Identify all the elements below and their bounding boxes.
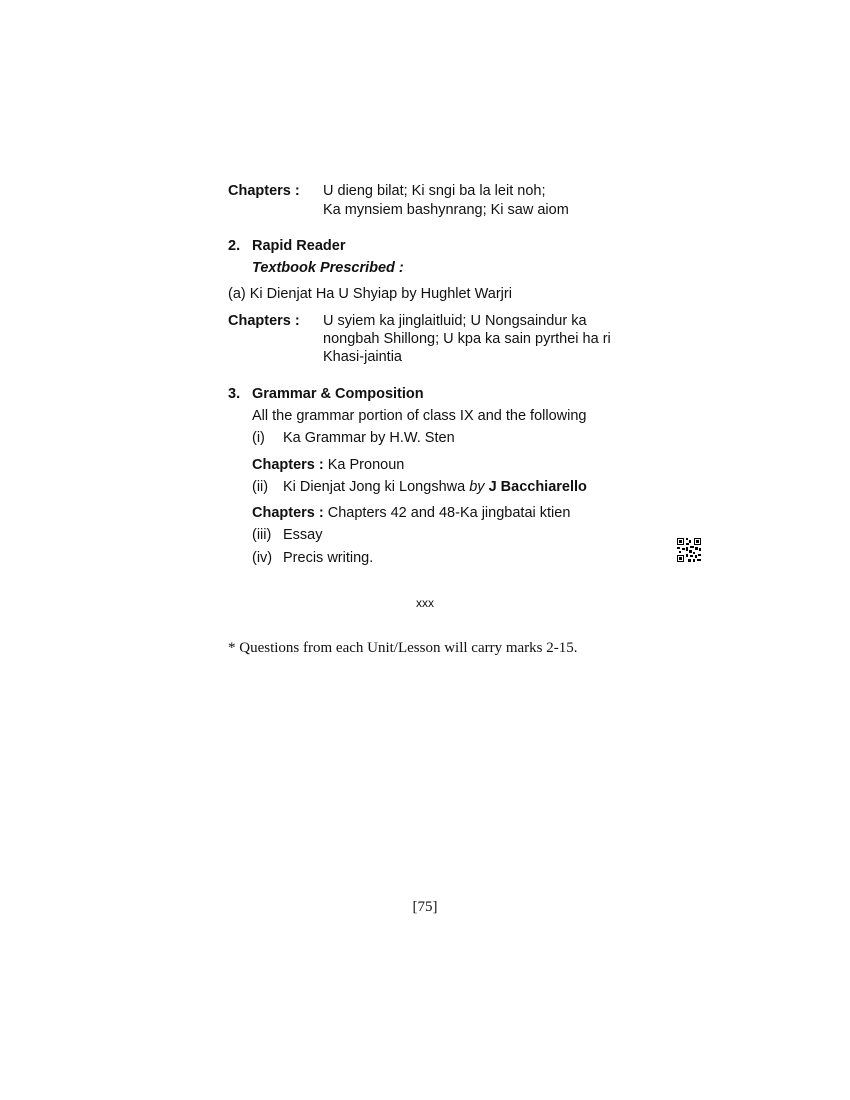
chapters-label: Chapters : — [228, 313, 300, 329]
textbook-item: (a) Ki Dienjat Ha U Shyiap by Hughlet Warjri — [228, 286, 512, 302]
chapters-label: Chapters : — [252, 505, 324, 521]
item-number: (iv) — [252, 550, 273, 566]
section-subtitle: Textbook Prescribed : — [252, 260, 404, 276]
chapters-line: U syiem ka jinglaitluid; U Nongsaindur ka — [323, 313, 587, 329]
chapters-label: Chapters : — [252, 457, 324, 473]
item-number: (ii) — [252, 479, 269, 495]
item-text: Ki Dienjat Jong ki Longshwa — [283, 479, 466, 495]
item-author: J Bacchiarello — [488, 479, 587, 495]
page-number: [75] — [412, 899, 438, 915]
item-by: by — [469, 479, 485, 495]
item-number: (i) — [252, 430, 265, 446]
item-number: (iii) — [252, 527, 272, 543]
chapters-label: Chapters : — [228, 183, 300, 199]
chapters-line: U dieng bilat; Ki sngi ba la leit noh; — [323, 183, 546, 199]
chapters-line: Khasi-jaintia — [323, 349, 402, 365]
item-text: Essay — [283, 527, 323, 543]
chapters-row — [252, 456, 404, 474]
section-number: 2. — [228, 238, 241, 254]
chapters-text: Chapters 42 and 48-Ka jingbatai ktien — [327, 505, 571, 521]
qr-code-icon[interactable] — [676, 537, 702, 563]
footnote: * Questions from each Unit/Lesson will carry marks 2-15. — [228, 640, 578, 656]
chapters-row — [252, 504, 570, 522]
chapters-line: nongbah Shillong; U kpa ka sain pyrthei ha ri — [323, 331, 611, 347]
item-row — [283, 478, 587, 496]
section-intro: All the grammar portion of class IX and the following — [252, 408, 587, 424]
chapters-line: Ka mynsiem bashynrang; Ki saw aiom — [323, 202, 569, 218]
chapters-text: Ka Pronoun — [327, 457, 405, 473]
item-text: Ka Grammar by H.W. Sten — [283, 430, 455, 446]
section-separator: xxx — [416, 596, 434, 610]
section-title: Grammar & Composition — [252, 386, 424, 402]
section-title: Rapid Reader — [252, 238, 346, 254]
section-number: 3. — [228, 386, 241, 402]
item-text: Precis writing. — [283, 550, 374, 566]
